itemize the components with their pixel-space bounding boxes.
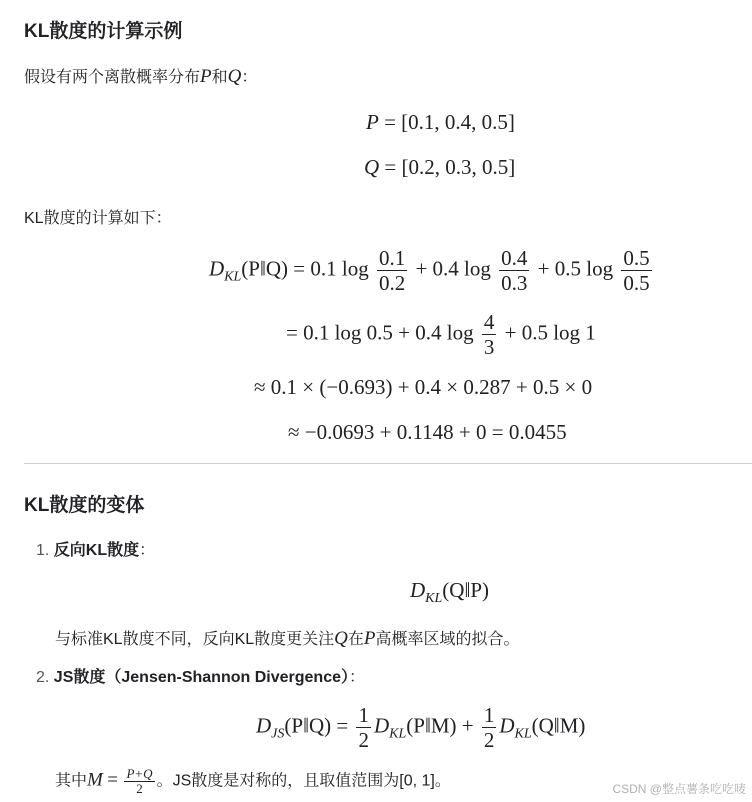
eq-p-lhs: P	[366, 110, 379, 134]
intro-paragraph	[24, 64, 257, 88]
line1-term-2: + 0.4 log	[415, 256, 491, 281]
js-desc-eq: =	[107, 769, 119, 791]
rkl-args: (Q‖P)	[442, 578, 490, 602]
js-half-1	[356, 703, 371, 752]
frac2-num: 0.4	[501, 246, 528, 270]
equation-q	[364, 155, 515, 180]
js-label: JS散度（Jensen-Shannon Divergence）	[53, 669, 349, 686]
intro-prefix: 假设有两个离散概率分布	[24, 69, 201, 86]
line2-frac-num: 4	[483, 310, 495, 334]
line1-sub: KL	[224, 269, 242, 285]
line2-frac	[482, 310, 497, 359]
intro-var-q: Q	[227, 66, 242, 87]
js-t2-args: (Q‖M)	[531, 713, 586, 738]
js-desc-prefix: 其中	[55, 772, 88, 790]
js-desc-frac	[124, 767, 154, 796]
section-title-kl-variants: KL散度的变体	[24, 495, 145, 516]
section-title-kl-example: KL散度的计算示例	[24, 21, 183, 42]
js-t2-sub: KL	[514, 726, 532, 742]
reverse-kl-formula	[410, 578, 489, 607]
js-half-2	[482, 703, 497, 752]
section-divider	[24, 463, 752, 464]
line1-frac-3	[621, 246, 651, 295]
frac1-num: 0.1	[378, 246, 406, 270]
list-item-js	[36, 664, 365, 687]
frac2-den: 0.3	[501, 271, 528, 295]
eq-p-rhs: = [0.1, 0.4, 0.5]	[384, 110, 515, 134]
line2-pre: = 0.1 log 0.5 + 0.4 log	[286, 320, 474, 345]
equation-p	[366, 110, 515, 135]
rkl-desc-suffix: 高概率区域的拟合。	[375, 631, 520, 648]
js-desc-frac-den: 2	[136, 781, 143, 796]
list-number-2: 2.	[36, 669, 50, 686]
intro-var-p: P	[200, 66, 212, 87]
kl-calc-line-1	[209, 246, 655, 295]
line2-post: + 0.5 log 1	[504, 320, 596, 345]
frac3-den: 0.5	[623, 271, 650, 295]
half1-num: 1	[358, 703, 369, 727]
frac1-den: 0.2	[378, 271, 406, 295]
reverse-kl-colon: ：	[139, 542, 156, 559]
js-t1-sub: KL	[389, 726, 407, 742]
js-desc-frac-num: P+Q	[126, 766, 153, 781]
rkl-desc-q: Q	[334, 628, 348, 649]
line1-args: (P‖Q)	[241, 256, 289, 281]
js-sub: JS	[271, 726, 285, 742]
rkl-desc-mid: 在	[347, 631, 364, 648]
js-description	[55, 767, 451, 796]
rkl-sub: KL	[425, 591, 443, 606]
watermark: CSDN @整点薯条吃吃唛	[612, 782, 746, 796]
js-d: D	[256, 713, 272, 738]
kl-calc-line-3: ≈ 0.1 × (−0.693) + 0.4 × 0.287 + 0.5 × 0	[254, 375, 593, 399]
rkl-desc-p: P	[363, 628, 376, 649]
frac3-num: 0.5	[623, 246, 650, 270]
rkl-desc-prefix: 与标准KL散度不同，反向KL散度更关注	[55, 631, 335, 648]
kl-calc-line-2	[286, 310, 596, 359]
js-colon: ：	[349, 669, 366, 686]
intro-and: 和	[211, 69, 228, 86]
eq-q-lhs: Q	[364, 155, 380, 179]
reverse-kl-label: 反向KL散度	[53, 542, 140, 559]
half1-den: 2	[358, 728, 369, 752]
kl-calc-line-4: ≈ −0.0693 + 0.1148 + 0 = 0.0455	[288, 420, 567, 444]
line1-term-3: + 0.5 log	[537, 256, 614, 281]
js-t1-args: (P‖M) +	[406, 713, 474, 738]
intro-suffix: ：	[241, 69, 258, 86]
list-item-reverse-kl	[36, 537, 155, 560]
line1-d: D	[209, 256, 225, 281]
line2-frac-den: 3	[483, 335, 495, 359]
reverse-kl-description	[55, 626, 520, 650]
rkl-d: D	[410, 578, 426, 602]
list-number-1: 1.	[36, 542, 50, 559]
js-desc-suffix: 。JS散度是对称的，且取值范围为[0, 1]。	[156, 772, 451, 790]
calc-label: KL散度的计算如下：	[24, 210, 172, 227]
line1-frac-1	[377, 246, 407, 295]
line1-eq: = 0.1 log	[293, 256, 369, 281]
js-formula	[256, 703, 585, 752]
line1-frac-2	[499, 246, 529, 295]
half2-num: 1	[483, 703, 495, 727]
half2-den: 2	[483, 728, 495, 752]
js-desc-m: M	[87, 769, 103, 791]
eq-q-rhs: = [0.2, 0.3, 0.5]	[384, 155, 516, 179]
js-t1-d: D	[373, 713, 390, 738]
js-args: (P‖Q) =	[284, 713, 349, 738]
js-t2-d: D	[499, 713, 515, 738]
